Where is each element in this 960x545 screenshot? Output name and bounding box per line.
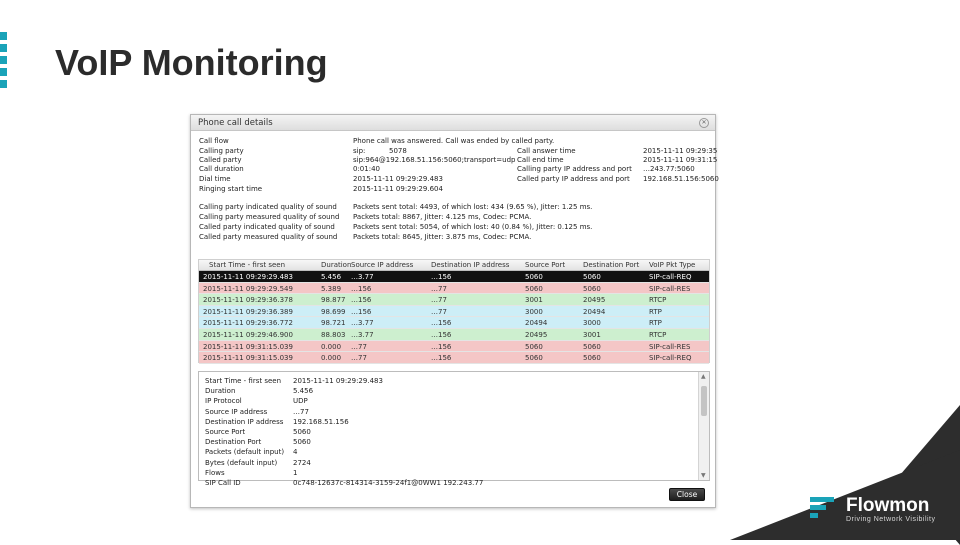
table-cell: 2015-11-11 09:31:15.039 <box>203 342 293 351</box>
call-info-value-2: 192.168.51.156:5060 <box>643 175 719 183</box>
table-cell: 88.803 <box>321 330 346 339</box>
quality-row <box>199 233 711 242</box>
table-cell: …156 <box>431 354 452 363</box>
detail-row <box>205 458 311 468</box>
quality-label: Calling party measured quality of sound <box>199 213 340 221</box>
call-info-row <box>199 156 718 165</box>
table-cell: 5060 <box>583 284 601 293</box>
table-cell: RTP <box>649 319 662 328</box>
table-cell: 0.000 <box>321 354 342 363</box>
table-row[interactable] <box>199 306 709 318</box>
dialog-header <box>191 115 715 131</box>
call-info-value: 2015-11-11 09:29:29.604 <box>353 185 443 193</box>
call-info-value-2: 2015-11-11 09:31:15 <box>643 156 718 164</box>
quality-row <box>199 223 711 232</box>
table-cell: …77 <box>351 342 367 351</box>
table-cell: 5060 <box>525 342 543 351</box>
table-cell: 3000 <box>583 319 601 328</box>
quality-row <box>199 203 711 212</box>
details-scrollbar[interactable] <box>698 372 709 480</box>
table-cell: 2015-11-11 09:31:15.039 <box>203 354 293 363</box>
column-header[interactable]: VoIP Pkt Type <box>649 261 696 269</box>
column-header[interactable]: Source IP address <box>351 261 414 269</box>
call-info-row <box>199 147 718 156</box>
call-info-row <box>199 137 711 146</box>
table-cell: …156 <box>431 319 452 328</box>
table-row[interactable] <box>199 341 709 353</box>
table-cell: RTCP <box>649 296 667 305</box>
column-header[interactable]: Start Time - first seen <box>209 261 286 269</box>
quality-value: Packets sent total: 4493, of which lost: 434 (9.65 %), Jitter: 1.25 ms. <box>353 203 593 211</box>
detail-value: 1 <box>293 468 298 477</box>
table-row[interactable] <box>199 329 709 341</box>
table-cell: 5060 <box>525 273 543 281</box>
brand-tagline: Driving Network Visibility <box>846 516 936 523</box>
phone-call-details-dialog <box>190 114 719 508</box>
table-row[interactable] <box>199 294 709 306</box>
call-info-value-tail: 5078 <box>389 147 407 155</box>
flow-details[interactable] <box>198 371 710 487</box>
table-cell: 2015-11-11 09:29:36.389 <box>203 307 293 316</box>
slide-title: VoIP Monitoring <box>55 42 328 83</box>
detail-row <box>205 427 311 437</box>
table-cell: SIP-call-REQ <box>649 273 692 281</box>
table-cell: …156 <box>431 342 452 351</box>
detail-row <box>205 386 314 396</box>
table-cell: …77 <box>351 354 367 363</box>
quality-label: Calling party indicated quality of sound <box>199 203 337 211</box>
flows-table <box>198 259 710 363</box>
detail-value: 0c748-12637c-814314-3159-24f1@0WW1 192.243.77 <box>293 479 484 487</box>
table-cell: …3.77 <box>351 319 374 328</box>
table-cell: 20494 <box>583 307 606 316</box>
scroll-down-icon[interactable]: ▼ <box>701 472 706 479</box>
call-info-label: Ringing start time <box>199 185 263 193</box>
table-cell: …156 <box>351 284 372 293</box>
quality-label: Called party indicated quality of sound <box>199 223 335 231</box>
call-info-value-2: 2015-11-11 09:29:35 <box>643 147 718 155</box>
table-cell: SIP-call-REQ <box>649 354 692 363</box>
detail-label: Flows <box>205 468 225 477</box>
table-cell: 3001 <box>583 330 601 339</box>
table-cell: …156 <box>431 273 452 281</box>
detail-label: Packets (default input) <box>205 448 285 457</box>
call-info-label: Dial time <box>199 175 231 183</box>
close-button[interactable]: Close <box>669 488 705 501</box>
call-info-value: 0:01:40 <box>353 165 380 173</box>
table-cell: 2015-11-11 09:29:29.483 <box>203 273 293 281</box>
table-cell: 98.721 <box>321 319 346 328</box>
table-row[interactable] <box>199 283 709 295</box>
call-info-value: sip:964@192.168.51.156:5060;transport=udp <box>353 156 516 164</box>
table-cell: RTCP <box>649 330 667 339</box>
flowmon-logo-icon <box>810 497 836 521</box>
call-info-value: sip: <box>353 147 366 155</box>
table-cell: 2015-11-11 09:29:36.772 <box>203 319 293 328</box>
detail-row <box>205 396 308 406</box>
detail-value: 192.168.51.156 <box>293 417 349 426</box>
detail-label: Destination IP address <box>205 417 284 426</box>
table-cell: …3.77 <box>351 330 374 339</box>
column-header[interactable]: Destination IP address <box>431 261 510 269</box>
table-row[interactable] <box>199 352 709 364</box>
detail-row <box>205 478 484 488</box>
call-info-label: Called party <box>199 156 242 164</box>
detail-row <box>205 437 311 447</box>
detail-label: Bytes (default input) <box>205 458 278 467</box>
call-info-value-2: …243.77:5060 <box>643 165 695 173</box>
table-body <box>199 271 709 364</box>
detail-label: SIP Call ID <box>205 479 241 487</box>
table-cell: …77 <box>431 296 447 305</box>
quality-value: Packets total: 8645, Jitter: 3.875 ms, Codec: PCMA. <box>353 233 532 241</box>
table-cell: …3.77 <box>351 273 374 281</box>
quality-label: Called party measured quality of sound <box>199 233 338 241</box>
detail-value: 5060 <box>293 438 311 447</box>
slide-marker <box>0 32 8 92</box>
table-header <box>199 260 709 271</box>
quality-value: Packets sent total: 5054, of which lost: 40 (0.84 %), Jitter: 0.125 ms. <box>353 223 593 231</box>
table-cell: 20494 <box>525 319 548 328</box>
table-row[interactable] <box>199 271 709 283</box>
detail-label: IP Protocol <box>205 397 242 406</box>
dialog-title: Phone call details <box>198 118 273 128</box>
detail-value: 2015-11-11 09:29:29.483 <box>293 377 383 385</box>
call-info-value: Phone call was answered. Call was ended by called party. <box>353 137 555 145</box>
call-info-label-2: Called party IP address and port <box>517 175 630 183</box>
call-info-row <box>199 185 711 194</box>
table-cell: 2015-11-11 09:29:46.900 <box>203 330 293 339</box>
call-info-row <box>199 165 711 174</box>
detail-label: Destination Port <box>205 438 262 447</box>
call-info-label-2: Call end time <box>517 156 564 164</box>
detail-row <box>205 447 298 457</box>
detail-value: 5.456 <box>293 387 314 396</box>
table-cell: SIP-call-RES <box>649 284 691 293</box>
detail-value: …77 <box>293 407 309 416</box>
detail-row <box>205 376 383 386</box>
table-cell: 2015-11-11 09:29:29.549 <box>203 284 293 293</box>
detail-label: Source IP address <box>205 407 268 416</box>
detail-value: 5060 <box>293 428 311 436</box>
table-cell: 2015-11-11 09:29:36.378 <box>203 296 293 305</box>
table-cell: 3000 <box>525 307 543 316</box>
table-cell: 5060 <box>525 354 543 363</box>
table-cell: 5.456 <box>321 273 342 281</box>
table-cell: 98.699 <box>321 307 346 316</box>
detail-row <box>205 417 349 427</box>
table-row[interactable] <box>199 317 709 329</box>
table-cell: 5.389 <box>321 284 342 293</box>
table-cell: RTP <box>649 307 662 316</box>
brand-name: Flowmon <box>846 495 930 516</box>
call-info-value: 2015-11-11 09:29:29.483 <box>353 175 443 183</box>
table-cell: 5060 <box>583 273 601 281</box>
detail-label: Duration <box>205 387 236 396</box>
column-header[interactable]: Destination Port <box>583 261 640 269</box>
table-cell: 20495 <box>525 330 548 339</box>
table-cell: …156 <box>351 296 372 305</box>
detail-row <box>205 468 298 478</box>
table-cell: 20495 <box>583 296 606 305</box>
column-header[interactable]: Duration <box>321 261 352 269</box>
close-icon[interactable]: ✕ <box>699 118 709 128</box>
column-header[interactable]: Source Port <box>525 261 566 269</box>
table-cell: 5060 <box>583 354 601 363</box>
detail-row <box>205 407 309 417</box>
table-cell: …77 <box>431 284 447 293</box>
table-cell: 0.000 <box>321 342 342 351</box>
quality-value: Packets total: 8867, Jitter: 4.125 ms, Codec: PCMA. <box>353 213 532 221</box>
table-cell: SIP-call-RES <box>649 342 691 351</box>
table-cell: …77 <box>431 307 447 316</box>
table-cell: …156 <box>351 307 372 316</box>
detail-value: 2724 <box>293 458 311 467</box>
table-cell: 3001 <box>525 296 543 305</box>
table-cell: 5060 <box>583 342 601 351</box>
call-info-label: Call duration <box>199 165 244 173</box>
call-info-label: Call flow <box>199 137 229 145</box>
flowmon-logo <box>810 494 960 534</box>
call-info-label-2: Calling party IP address and port <box>517 165 632 173</box>
table-cell: …156 <box>431 330 452 339</box>
scrollbar-thumb[interactable] <box>701 386 707 416</box>
table-cell: 98.877 <box>321 296 346 305</box>
detail-label: Source Port <box>205 428 246 436</box>
detail-label: Start Time - first seen <box>205 377 282 385</box>
table-cell: 5060 <box>525 284 543 293</box>
call-info-label: Calling party <box>199 147 244 155</box>
detail-value: 4 <box>293 448 298 457</box>
quality-row <box>199 213 711 222</box>
detail-value: UDP <box>293 397 308 406</box>
call-info-row <box>199 175 719 184</box>
scroll-up-icon[interactable]: ▲ <box>701 373 706 380</box>
call-info-label-2: Call answer time <box>517 147 576 155</box>
